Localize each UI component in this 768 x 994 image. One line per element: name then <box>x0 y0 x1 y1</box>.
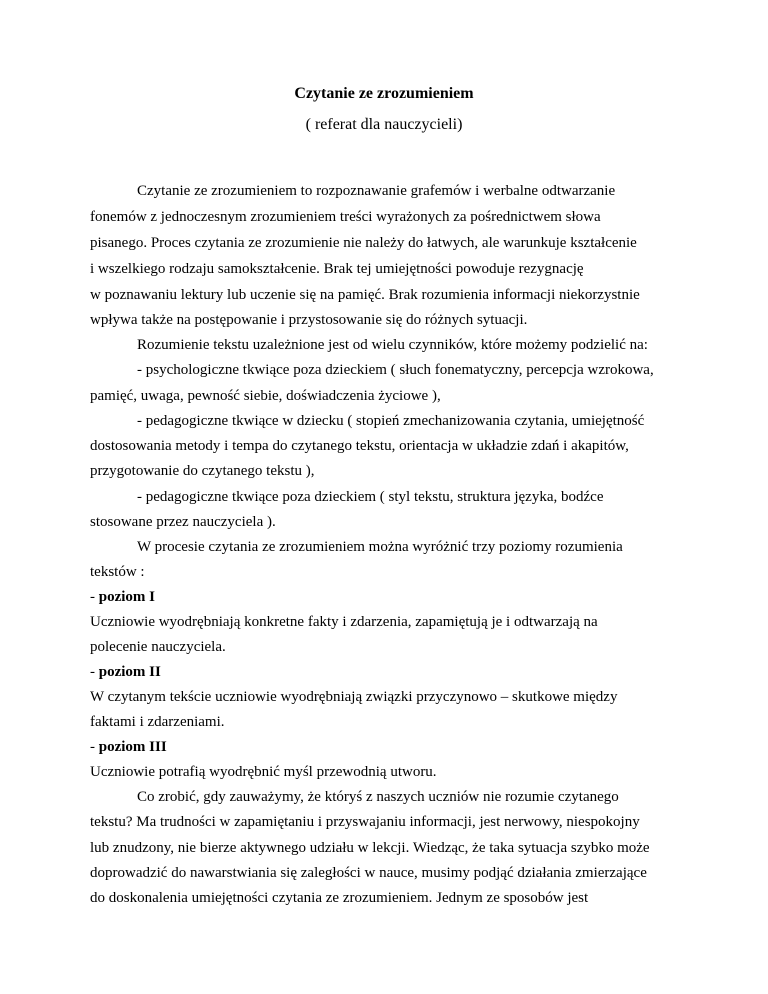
level-label: poziom III <box>98 739 167 755</box>
text-line: i wszelkiego rodzaju samokształcenie. Brak tej umiejętności powoduje rezygnację <box>90 261 584 277</box>
document-subtitle: ( referat dla nauczycieli) <box>305 116 463 133</box>
document-title: Czytanie ze zrozumieniem <box>294 85 474 102</box>
text-line: do doskonalenia umiejętności czytania ze zrozumieniem. Jednym ze sposobów jest <box>90 890 589 906</box>
text-line: przygotowanie do czytanego tekstu ), <box>90 463 315 479</box>
text-line: Rozumienie tekstu uzależnione jest od wielu czynników, które możemy podzielić na: <box>137 337 648 353</box>
text-line: lub znudzony, nie bierze aktywnego udziału w lekcji. Wiedząc, że taka sytuacja szybko może <box>90 840 650 856</box>
text-line: - psychologiczne tkwiące poza dzieckiem ( słuch fonematyczny, percepcja wzrokowa, <box>137 362 654 378</box>
dash: - <box>90 589 99 605</box>
level-heading <box>90 662 161 682</box>
dash: - <box>90 664 99 680</box>
text-line: - pedagogiczne tkwiące poza dzieckiem ( styl tekstu, struktura języka, bodźce <box>137 489 604 505</box>
level-heading <box>90 587 155 607</box>
text-line: stosowane przez nauczyciela ). <box>90 514 276 530</box>
level-label: poziom I <box>98 589 155 605</box>
level-heading <box>90 737 167 757</box>
text-line: Co zrobić, gdy zauważymy, że któryś z naszych uczniów nie rozumie czytanego <box>137 789 619 805</box>
text-line: - pedagogiczne tkwiące w dziecku ( stopień zmechanizowania czytania, umiejętność <box>137 413 645 429</box>
text-line: tekstu? Ma trudności w zapamiętaniu i przyswajaniu informacji, jest nerwowy, niespokojny <box>90 814 640 830</box>
text-line: Czytanie ze zrozumieniem to rozpoznawanie grafemów i werbalne odtwarzanie <box>137 183 616 199</box>
level-label: poziom II <box>98 664 161 680</box>
text-line: Uczniowie wyodrębniają konkretne fakty i zdarzenia, zapamiętują je i odtwarzają na <box>90 614 598 630</box>
text-line: pisanego. Proces czytania ze zrozumienie nie należy do łatwych, ale warunkuje kształcenie <box>90 235 637 251</box>
text-line: doprowadzić do nawarstwiania się zaległości w nauce, musimy podjąć działania zmierzające <box>90 865 647 881</box>
text-line: faktami i zdarzeniami. <box>90 714 225 730</box>
text-line: polecenie nauczyciela. <box>90 639 226 655</box>
text-line: wpływa także na postępowanie i przystosowanie się do różnych sytuacji. <box>90 312 528 328</box>
text-line: w poznawaniu lektury lub uczenie się na pamięć. Brak rozumienia informacji niekorzystnie <box>90 287 640 303</box>
text-line: tekstów : <box>90 564 145 580</box>
dash: - <box>90 739 99 755</box>
text-line: W czytanym tekście uczniowie wyodrębniają związki przyczynowo – skutkowe między <box>90 689 618 705</box>
text-line: fonemów z jednoczesnym zrozumieniem treści wyrażonych za pośrednictwem słowa <box>90 209 601 225</box>
text-line: Uczniowie potrafią wyodrębnić myśl przewodnią utworu. <box>90 764 437 780</box>
text-line: pamięć, uwaga, pewność siebie, doświadczenia życiowe ), <box>90 388 441 404</box>
text-line: dostosowania metody i tempa do czytanego tekstu, orientacja w układzie zdań i akapitów, <box>90 438 629 454</box>
text-line: W procesie czytania ze zrozumieniem można wyróżnić trzy poziomy rozumienia <box>137 539 623 555</box>
